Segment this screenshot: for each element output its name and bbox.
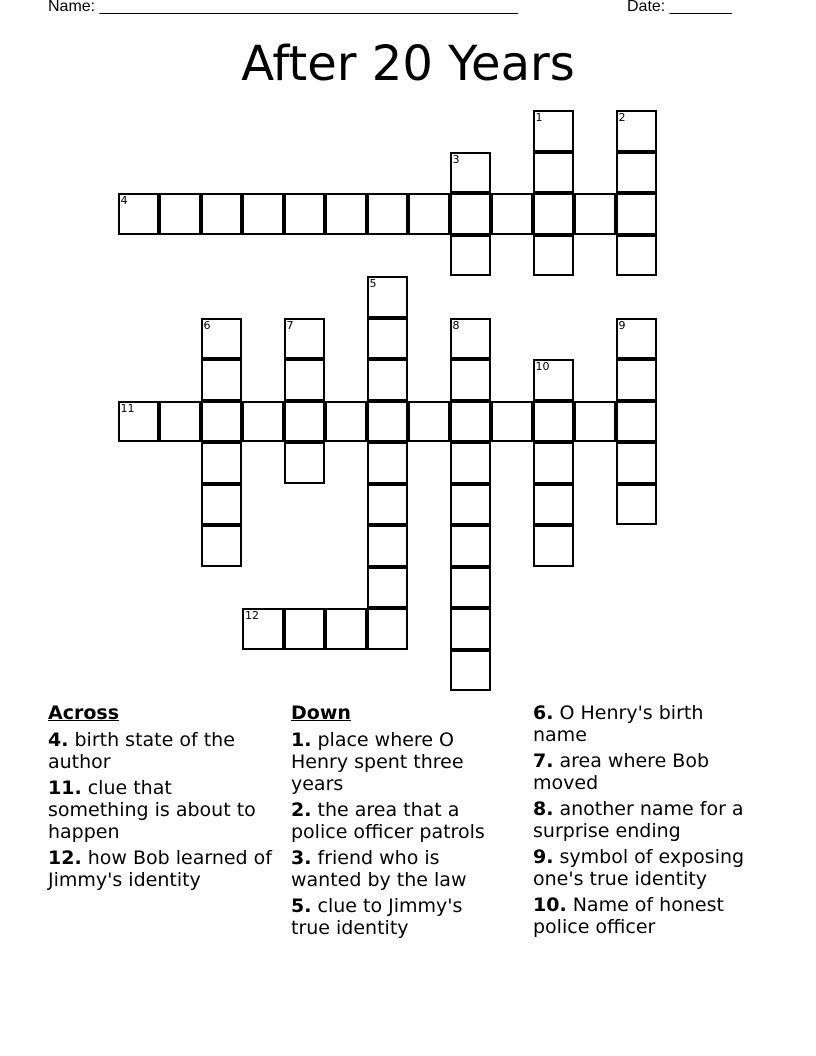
date-field-line: Date: _______ <box>627 0 732 15</box>
grid-cell[interactable] <box>450 359 492 401</box>
grid-cell[interactable] <box>491 401 533 443</box>
grid-cell[interactable] <box>450 442 492 484</box>
grid-cell[interactable] <box>616 442 658 484</box>
cell-number: 12 <box>245 609 259 622</box>
across-clue-4 <box>48 729 278 773</box>
grid-cell[interactable] <box>616 152 658 194</box>
grid-cell[interactable] <box>616 235 658 277</box>
grid-cell[interactable] <box>367 401 409 443</box>
grid-cell[interactable] <box>367 276 409 318</box>
grid-cell[interactable] <box>533 484 575 526</box>
grid-cell[interactable] <box>201 484 243 526</box>
grid-cell[interactable] <box>325 608 367 650</box>
cell-number: 10 <box>535 360 550 373</box>
clue-text: clue to Jimmy's true identity <box>291 895 463 939</box>
clue-text: area where Bob moved <box>533 750 710 794</box>
grid-cell[interactable] <box>284 401 326 443</box>
grid-cell[interactable] <box>574 401 616 443</box>
grid-cell[interactable] <box>616 484 658 526</box>
down-clue-8 <box>533 798 748 842</box>
clue-number: 9. <box>533 846 554 868</box>
grid-cell[interactable] <box>450 401 492 443</box>
clue-number: 6. <box>533 702 554 724</box>
grid-cell[interactable] <box>284 359 326 401</box>
cell-number: 11 <box>120 401 135 415</box>
grid-cell[interactable] <box>242 401 284 443</box>
cell-number: 2 <box>618 111 626 124</box>
clue-number: 3. <box>291 847 312 869</box>
grid-cell[interactable] <box>367 442 409 484</box>
across-clue-12 <box>48 847 278 891</box>
grid-cell[interactable] <box>450 650 492 692</box>
down-clue-9 <box>533 846 748 890</box>
grid-cell[interactable] <box>367 318 409 360</box>
down-clue-7 <box>533 750 748 794</box>
grid-cell[interactable] <box>367 525 409 567</box>
down-clue-6 <box>533 702 748 746</box>
clue-text: O Henry's birth name <box>533 702 704 746</box>
clue-number: 11. <box>48 777 82 799</box>
across-heading: Across <box>48 702 120 724</box>
grid-cell[interactable] <box>450 608 492 650</box>
cell-number: 4 <box>120 194 128 207</box>
clue-column-down <box>291 702 506 943</box>
grid-cell[interactable] <box>284 608 326 650</box>
grid-cell[interactable] <box>408 401 450 443</box>
clue-text: clue that something is about to happen <box>48 777 256 843</box>
clue-column-across <box>48 702 278 895</box>
grid-cell[interactable] <box>533 193 575 235</box>
clue-number: 7. <box>533 750 554 772</box>
grid-cell[interactable] <box>367 484 409 526</box>
down-clue-10 <box>533 894 748 938</box>
grid-cell[interactable] <box>367 359 409 401</box>
grid-cell[interactable] <box>201 193 243 235</box>
clue-text: how Bob learned of Jimmy's identity <box>48 847 272 891</box>
grid-cell[interactable] <box>408 193 450 235</box>
clue-text: place where O Henry spent three years <box>291 729 464 795</box>
grid-cell[interactable] <box>325 193 367 235</box>
name-field-line: Name: _______________________________________________ <box>48 0 518 15</box>
grid-cell[interactable] <box>284 318 326 360</box>
down-clue-5 <box>291 895 506 939</box>
down-clue-2 <box>291 799 506 843</box>
cell-number: 3 <box>452 152 460 166</box>
grid-cell[interactable] <box>325 401 367 443</box>
clue-column-down-continued <box>533 702 748 942</box>
down-heading: Down <box>291 702 351 724</box>
grid-cell[interactable] <box>616 110 658 152</box>
grid-cell[interactable] <box>533 152 575 194</box>
grid-cell[interactable] <box>533 442 575 484</box>
grid-cell[interactable] <box>450 567 492 609</box>
grid-cell[interactable] <box>533 401 575 443</box>
grid-cell[interactable] <box>616 359 658 401</box>
grid-cell[interactable] <box>242 608 284 650</box>
grid-cell[interactable] <box>616 401 658 443</box>
clue-text: the area that a police officer patrols <box>291 799 485 843</box>
grid-cell[interactable] <box>616 193 658 235</box>
cell-number: 1 <box>535 111 543 124</box>
grid-cell[interactable] <box>118 401 160 443</box>
grid-cell[interactable] <box>201 359 243 401</box>
grid-cell[interactable] <box>201 318 243 360</box>
page-title: After 20 Years <box>241 36 575 92</box>
grid-cell[interactable] <box>574 193 616 235</box>
grid-cell[interactable] <box>533 110 575 152</box>
grid-cell[interactable] <box>201 401 243 443</box>
grid-cell[interactable] <box>118 193 160 235</box>
clue-text: another name for a surprise ending <box>533 798 744 842</box>
clue-number: 1. <box>291 729 312 751</box>
grid-cell[interactable] <box>533 359 575 401</box>
grid-cell[interactable] <box>201 525 243 567</box>
cell-number: 6 <box>203 318 211 332</box>
clue-number: 4. <box>48 729 69 751</box>
grid-cell[interactable] <box>616 318 658 360</box>
clue-number: 5. <box>291 895 312 917</box>
cell-number: 7 <box>286 318 294 332</box>
clue-number: 12. <box>48 847 82 869</box>
grid-cell[interactable] <box>367 193 409 235</box>
grid-cell[interactable] <box>450 235 492 277</box>
cell-number: 8 <box>452 318 460 332</box>
cell-number: 9 <box>618 318 626 332</box>
clue-text: symbol of exposing one's true identity <box>533 846 745 890</box>
grid-cell[interactable] <box>284 193 326 235</box>
grid-cell[interactable] <box>367 608 409 650</box>
grid-cell[interactable] <box>242 193 284 235</box>
clue-number: 2. <box>291 799 312 821</box>
cell-number: 5 <box>369 277 377 290</box>
grid-cell[interactable] <box>159 193 201 235</box>
grid-cell[interactable] <box>450 152 492 194</box>
across-clue-11 <box>48 777 278 843</box>
grid-cell[interactable] <box>491 193 533 235</box>
grid-cell[interactable] <box>450 193 492 235</box>
grid-cell[interactable] <box>450 525 492 567</box>
clue-text: friend who is wanted by the law <box>291 847 467 891</box>
grid-cell[interactable] <box>201 442 243 484</box>
grid-cell[interactable] <box>284 442 326 484</box>
grid-cell[interactable] <box>533 525 575 567</box>
clue-text: Name of honest police officer <box>533 894 724 938</box>
grid-cell[interactable] <box>367 567 409 609</box>
grid-cell[interactable] <box>450 318 492 360</box>
clue-number: 10. <box>533 894 567 916</box>
grid-cell[interactable] <box>450 484 492 526</box>
down-clue-1 <box>291 729 506 795</box>
grid-cell[interactable] <box>159 401 201 443</box>
grid-cell[interactable] <box>533 235 575 277</box>
clue-text: birth state of the author <box>48 729 235 773</box>
down-clue-3 <box>291 847 506 891</box>
clue-number: 8. <box>533 798 554 820</box>
